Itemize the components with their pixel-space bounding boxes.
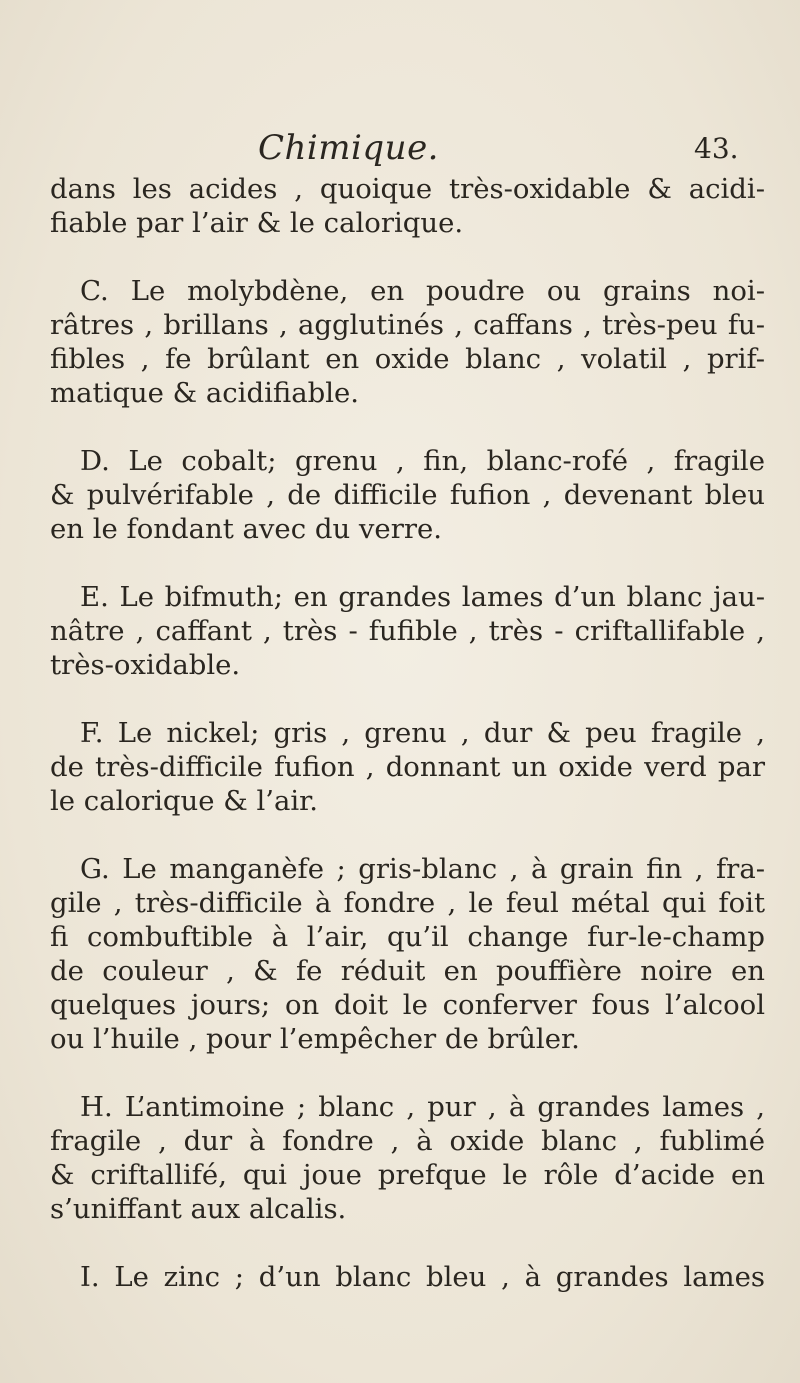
text-line: I. Le zinc ; d’un blanc bleu , à grandes lames <box>80 1261 765 1293</box>
paragraph-i-zinc <box>50 1260 765 1294</box>
text-line: s’uniffant aux alcalis. <box>50 1193 347 1225</box>
text-line: le calorique & l’air. <box>50 785 319 817</box>
text-line: fibles , fe brûlant en oxide blanc , volatil , prif- <box>50 343 765 375</box>
text-line: très-oxidable. <box>50 649 241 681</box>
paragraph-g-manganese <box>50 852 765 1056</box>
text-line: matique & acidifiable. <box>50 377 360 409</box>
text-line: gile , très-difficile à fondre , le feul métal qui foit <box>50 887 765 919</box>
text-line: C. Le molybdène, en poudre ou grains noi- <box>80 275 765 307</box>
text-line: de couleur , & fe réduit en pouffière noire en <box>50 955 765 987</box>
text-line: & criftallifé, qui joue prefque le rôle d’acide en <box>50 1159 765 1191</box>
text-line: de très-difficile fufion , donnant un oxide verd par <box>50 751 765 783</box>
page-number: 43. <box>694 132 739 165</box>
paragraph-f-nickel <box>50 716 765 818</box>
text-line: quelques jours; on doit le conferver fous l’alcool <box>50 989 765 1021</box>
text-line: F. Le nickel; gris , grenu , dur & peu fragile , <box>80 717 765 749</box>
paragraph-e-bismuth <box>50 580 765 682</box>
body-text <box>50 172 765 1294</box>
text-line: & pulvérifable , de difficile fufion , devenant bleu <box>50 479 765 511</box>
text-line: fi combuftible à l’air, qu’il change fur-le-champ <box>50 921 765 953</box>
paragraph-h-antimoine <box>50 1090 765 1226</box>
text-line: H. L’antimoine ; blanc , pur , à grandes lames , <box>80 1091 765 1123</box>
paragraph-d-cobalt <box>50 444 765 546</box>
text-line: E. Le bifmuth; en grandes lames d’un blanc jau- <box>80 581 765 613</box>
text-line: nâtre , caffant , très - fufible , très - criftallifable , <box>50 615 765 647</box>
text-line: fragile , dur à fondre , à oxide blanc , fublimé <box>50 1125 765 1157</box>
text-line: fiable par l’air & le calorique. <box>50 207 464 239</box>
text-line: ou l’huile , pour l’empêcher de brûler. <box>50 1023 580 1055</box>
page-header <box>0 128 800 168</box>
text-line: D. Le cobalt; grenu , fin, blanc-rofé , fragile <box>80 445 765 477</box>
paragraph-c-molybdene <box>50 274 765 410</box>
text-line: en le fondant avec du verre. <box>50 513 443 545</box>
paragraph-intro <box>50 172 765 240</box>
running-head: Chimique. <box>258 128 439 168</box>
text-line: râtres , brillans , agglutinés , caffans , très-peu fu- <box>50 309 765 341</box>
text-line: dans les acides , quoique très-oxidable & acidi- <box>50 173 765 205</box>
text-line: G. Le manganèfe ; gris-blanc , à grain fin , fra- <box>80 853 765 885</box>
